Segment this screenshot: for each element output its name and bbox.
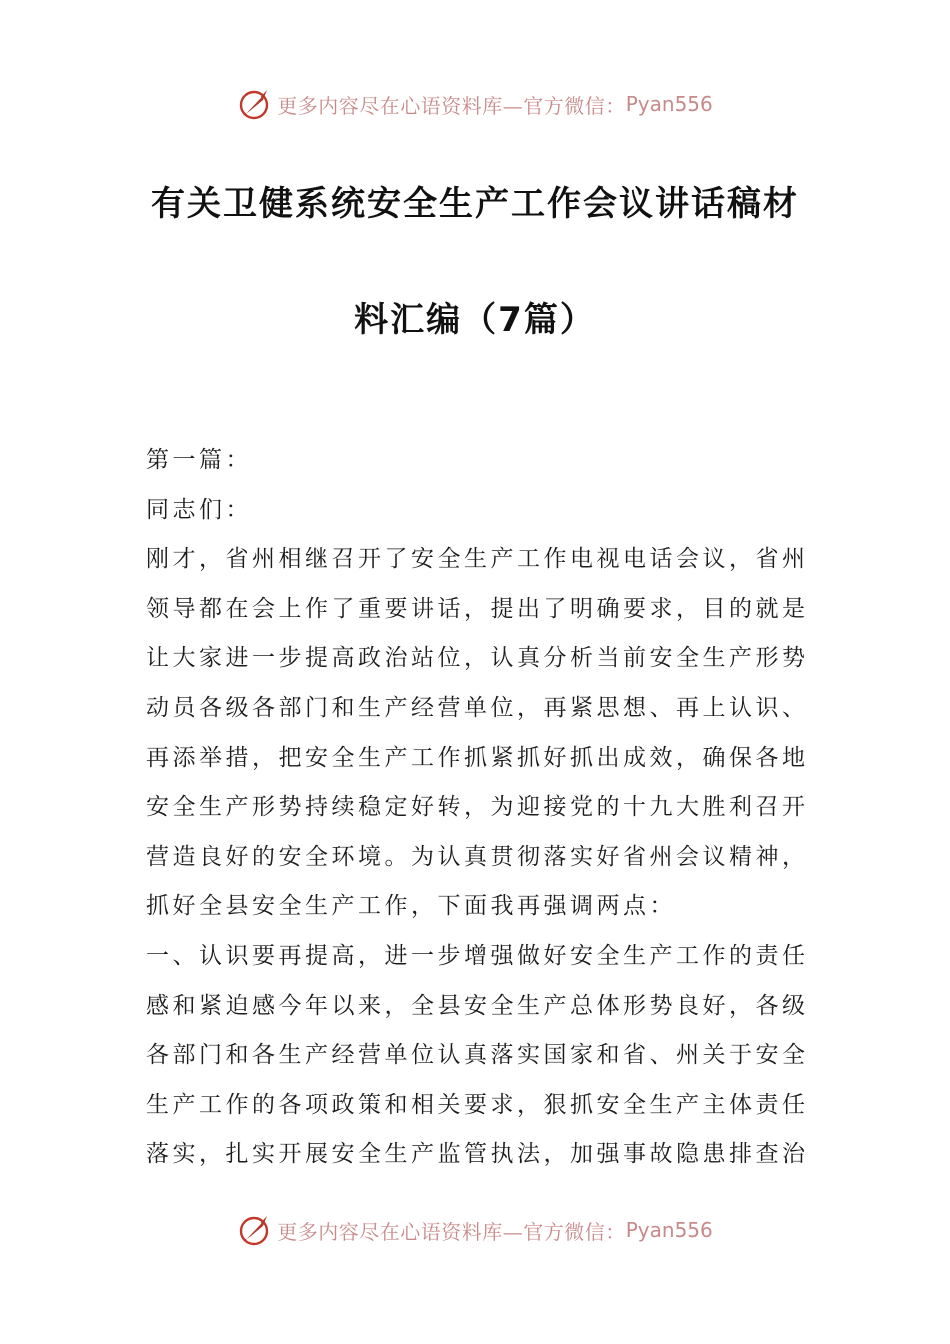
body-line: 让大家进一步提高政治站位，认真分析当前安全生产形势 [146, 645, 809, 672]
body-line: 感和紧迫感今年以来，全县安全生产总体形势良好，各级 [146, 992, 809, 1019]
quill-logo-icon [237, 1212, 273, 1248]
body-line: 第一篇： [146, 447, 252, 473]
body-line: 同志们： [146, 496, 252, 523]
body-line: 安全生产形势持续稳定好转，为迎接党的十九大胜利召开 [146, 794, 809, 821]
body-line: 再添举措，把安全生产工作抓紧抓好抓出成效，确保各地 [146, 744, 809, 771]
quill-logo-icon [237, 86, 273, 122]
document-title-line-2: 料汇编（7篇） [354, 300, 596, 340]
body-line: 刚才，省州相继召开了安全生产工作电视电话会议，省州 [146, 546, 809, 573]
header-watermark [0, 84, 950, 124]
body-line: 各部门和各生产经营单位认真落实国家和省、州关于安全 [146, 1042, 809, 1069]
watermark-wechat-id: Pyan556 [625, 1218, 713, 1242]
footer-watermark [0, 1210, 950, 1250]
body-line: 抓好全县安全生产工作，下面我再强调两点： [146, 893, 676, 920]
body-line: 营造良好的安全环境。为认真贯彻落实好省州会议精神， [146, 843, 809, 870]
body-line: 落实，扎实开展安全生产监管执法，加强事故隐患排查治 [146, 1141, 809, 1168]
watermark-text: 更多内容尽在心语资料库—官方微信： [277, 1219, 626, 1244]
body-line: 动员各级各部门和生产经营单位，再紧思想、再上认识、 [146, 694, 809, 721]
watermark-wechat-id: Pyan556 [625, 92, 713, 116]
document-title-line-1: 有关卫健系统安全生产工作会议讲话稿材 [151, 184, 799, 224]
document-body [146, 436, 816, 1180]
body-line: 领导都在会上作了重要讲话，提出了明确要求，目的就是 [146, 595, 809, 622]
watermark-text: 更多内容尽在心语资料库—官方微信： [277, 93, 626, 118]
body-line: 一、认识要再提高，进一步增强做好安全生产工作的责任 [146, 942, 809, 969]
body-line: 生产工作的各项政策和相关要求，狠抓安全生产主体责任 [146, 1091, 809, 1118]
